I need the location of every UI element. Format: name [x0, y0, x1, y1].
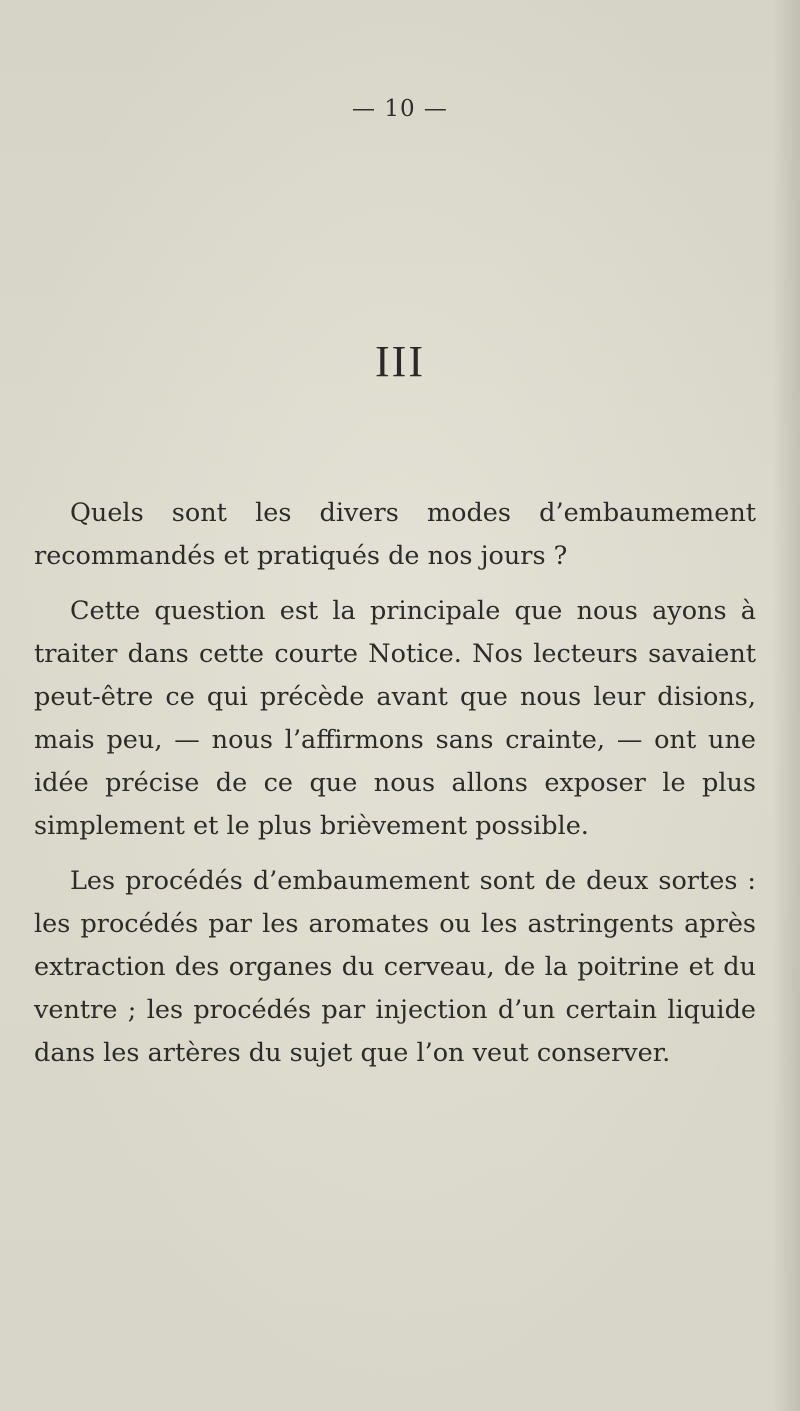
- paragraph-procedures: Les procédés d’embaumement sont de deux sortes : les procédés par les aromates ou les astringents après extraction des organes du cerveau, de la poitrine et du ventre ; les procédés par injection d’un certain liquide dans les artères du sujet que l’on veut conserver.: [34, 866, 756, 1068]
- paragraph-notice: Cette question est la principale que nous ayons à traiter dans cette courte Notice. Nos lecteurs savaient peut-être ce qui précède avant que nous leur disions, mais peu, — nous l’affirmons sans crainte, — ont une idée précise de ce que nous allons exposer le plus simplement et le plus brièvement possible.: [34, 596, 756, 841]
- page-edge-shadow: [772, 0, 800, 1411]
- paragraph-question: Quels sont les divers modes d’embaumement recommandés et pratiqués de nos jours ?: [34, 498, 756, 571]
- page-number: — 10 —: [352, 96, 448, 122]
- body-text: [34, 492, 756, 1087]
- section-heading: III: [375, 337, 425, 386]
